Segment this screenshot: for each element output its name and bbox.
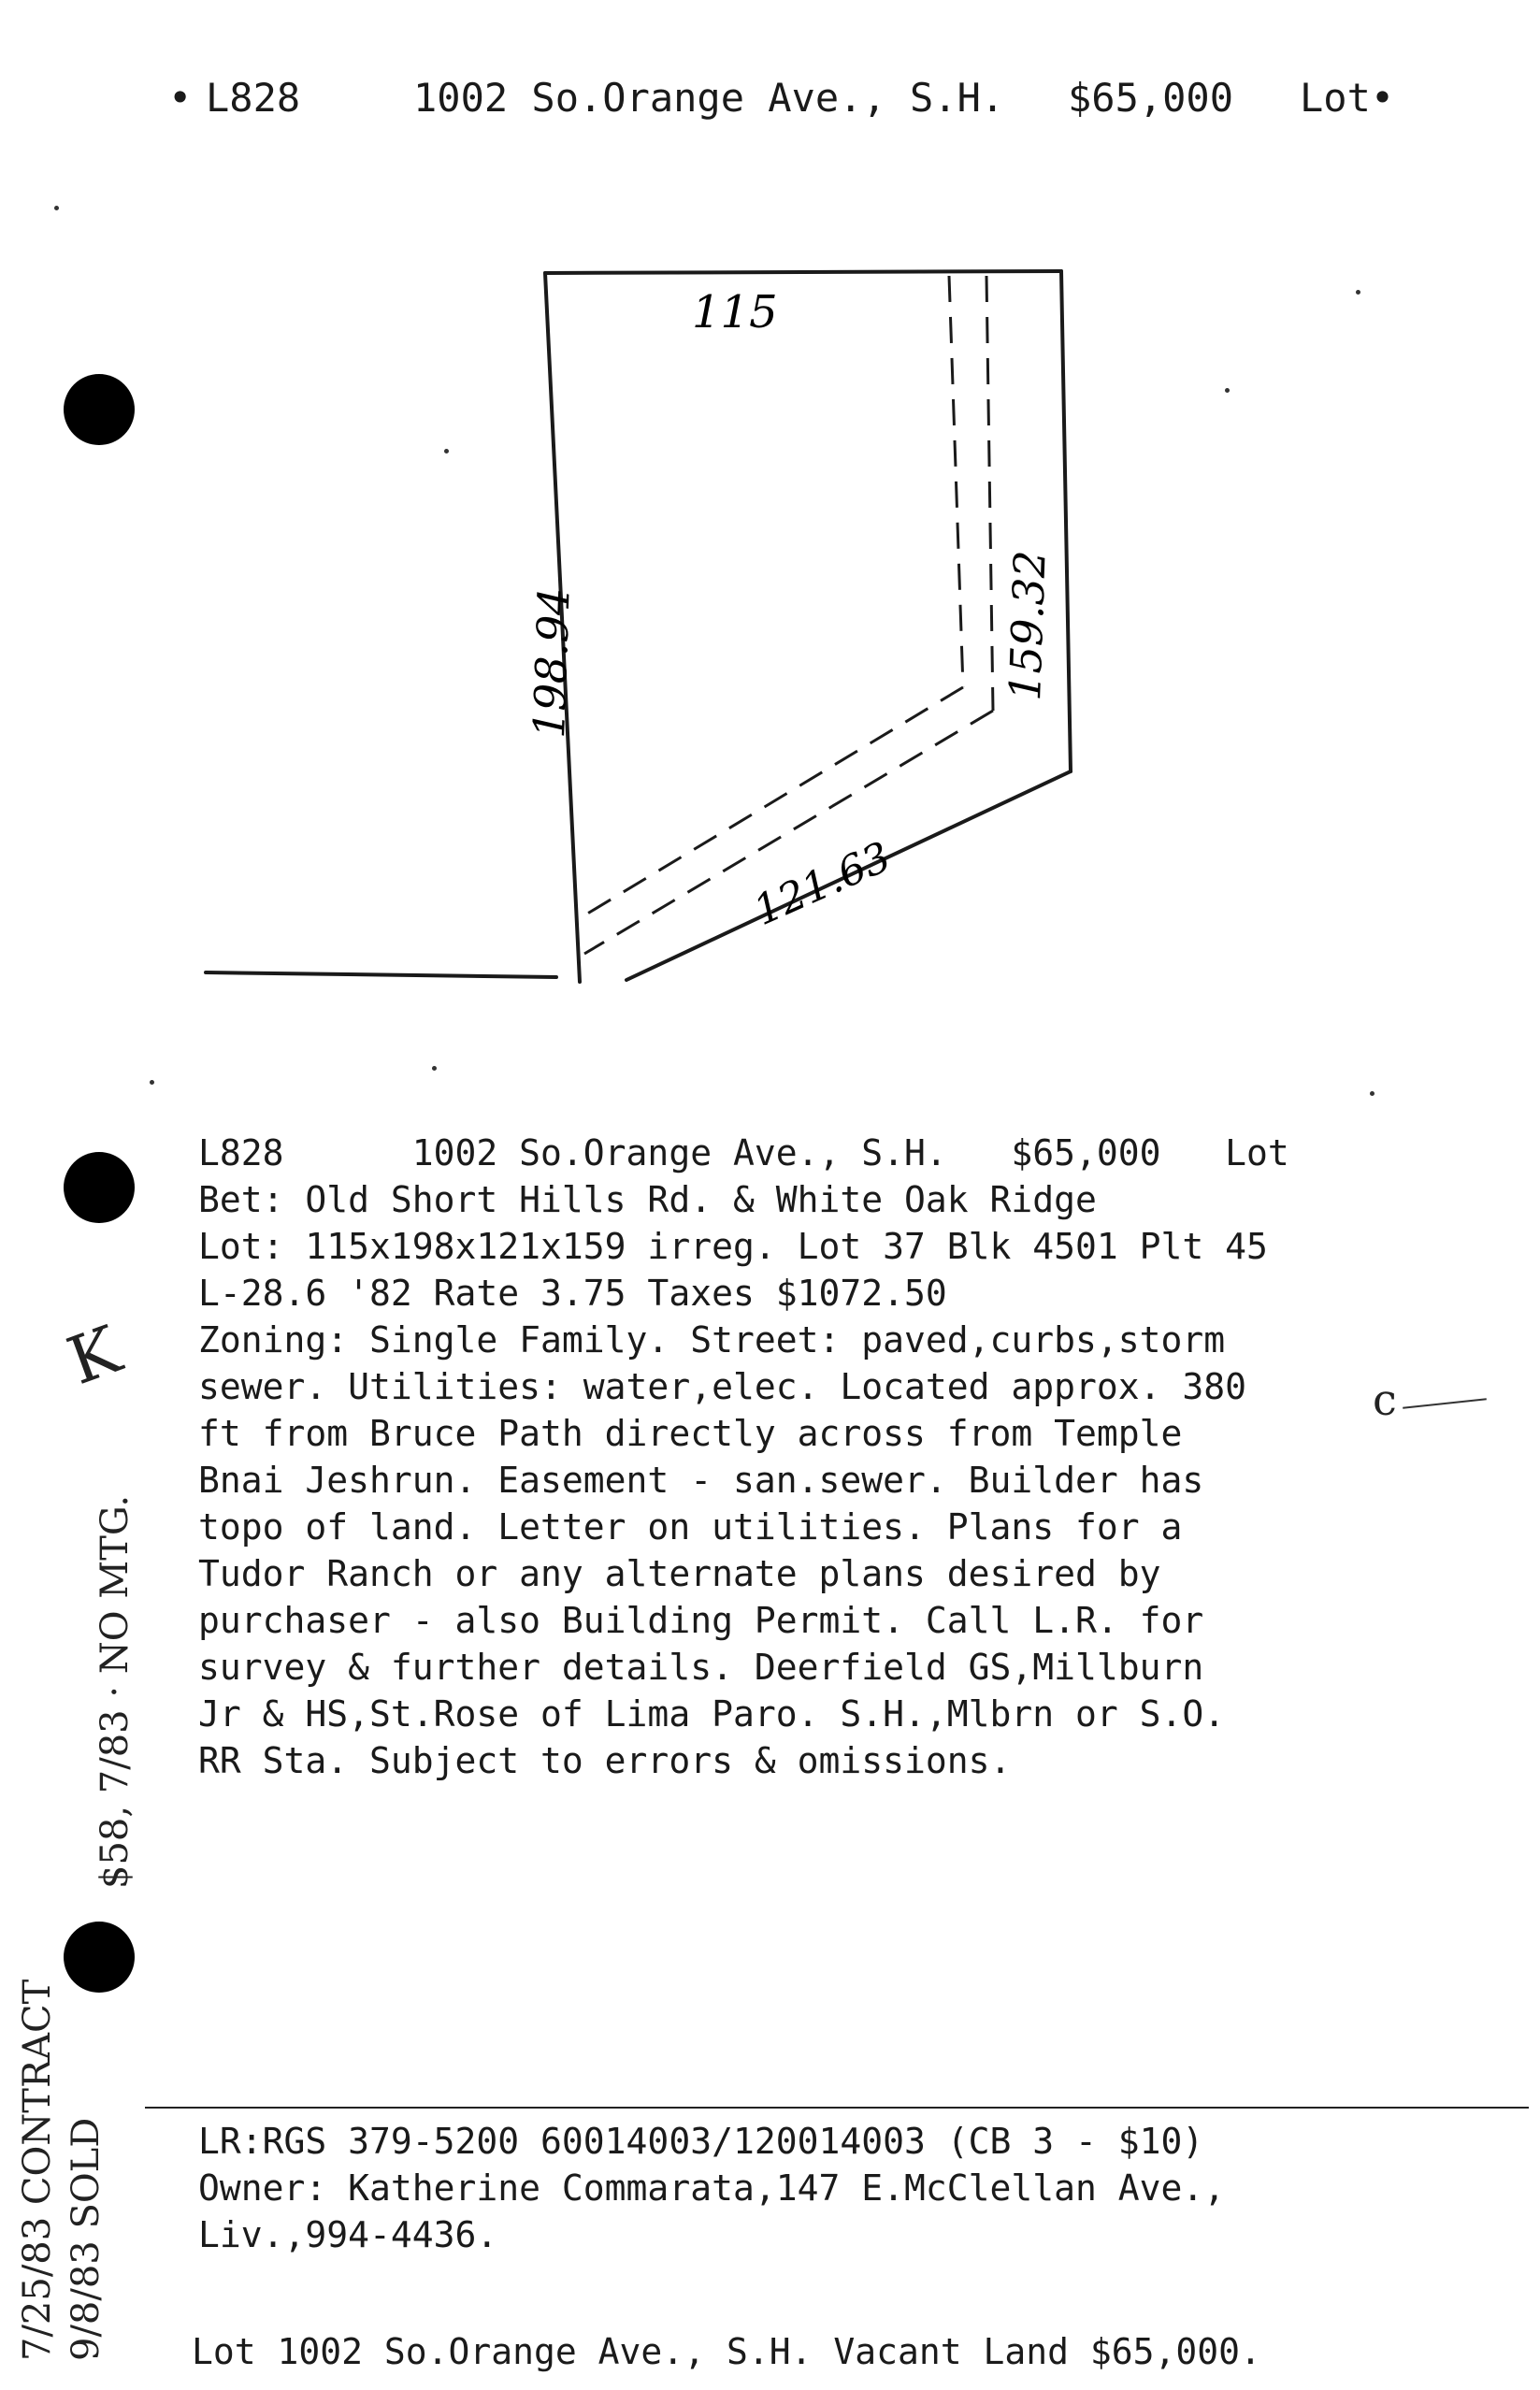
plat-bottom-dim: 121.63 (746, 832, 899, 936)
listing-line: purchaser - also Building Permit. Call L.R. for (198, 1600, 1204, 1641)
plat-left-dim: 198.94 (524, 586, 580, 740)
lot-plat-sketch (187, 252, 1122, 1001)
contract-note: 7/25/83 CONTRACT (16, 1979, 59, 2361)
listing-line: ft from Bruce Path directly across from Temple (198, 1413, 1183, 1454)
sold-note: 9/8/83 SOLD (65, 2117, 108, 2361)
listing-line: Tudor Ranch or any alternate plans desired by (198, 1553, 1161, 1594)
listing-line: sewer. Utilities: water,elec. Located approx. 380 (198, 1366, 1247, 1407)
handwritten-side-mark: c (1373, 1375, 1397, 1425)
listing-line: Zoning: Single Family. Street: paved,curbs,storm (198, 1319, 1226, 1361)
listing-line: RR Sta. Subject to errors & omissions. (198, 1740, 1012, 1781)
handwritten-check-mark: K (58, 1311, 131, 1401)
speck (1370, 1091, 1374, 1096)
speck (1225, 388, 1230, 393)
listing-line: Jr & HS,St.Rose of Lima Paro. S.H.,Mlbrn or S.O. (198, 1693, 1226, 1735)
header-address: 1002 So.Orange Ave., S.H. (413, 75, 1005, 121)
plat-right-dim: 159.32 (1000, 549, 1056, 702)
speck (1356, 290, 1360, 295)
bottom-summary: Lot 1002 So.Orange Ave., S.H. Vacant Land $65,000. (192, 2331, 1261, 2372)
listing-footer (198, 2118, 1404, 2258)
plat-street-line (206, 972, 556, 977)
listing-line: Bnai Jeshrun. Easement - san.sewer. Builder has (198, 1460, 1204, 1501)
listing-line: Bet: Old Short Hills Rd. & White Oak Ridge (198, 1179, 1097, 1220)
header-price: $65,000 (1068, 75, 1234, 121)
punch-hole (64, 374, 135, 445)
margin-note-sale-price: $58, 7/83 · NO MTG. (94, 1494, 137, 1889)
plat-svg (187, 252, 1122, 1001)
handwritten-side-stroke (1403, 1398, 1487, 1408)
listing-line: L-28.6 '82 Rate 3.75 Taxes $1072.50 (198, 1273, 947, 1314)
listing-description (198, 1130, 1404, 1784)
footer-line: LR:RGS 379-5200 60014003/120014003 (CB 3 - $10) (198, 2121, 1204, 2162)
header-bullet: • (168, 75, 193, 121)
speck (432, 1066, 437, 1071)
plat-right-boundary (1061, 271, 1071, 771)
plat-sewer-easement (580, 276, 993, 954)
section-divider (145, 2107, 1529, 2109)
plat-top-dim: 115 (692, 286, 778, 338)
punch-hole (64, 1152, 135, 1223)
speck (54, 206, 59, 210)
listing-line: L828 1002 So.Orange Ave., S.H. $65,000 Lot (198, 1132, 1289, 1173)
listing-line: Lot: 115x198x121x159 irreg. Lot 37 Blk 4501 Plt 45 (198, 1226, 1268, 1267)
plat-top-boundary (545, 271, 1061, 273)
footer-line: Liv.,994-4436. (198, 2214, 498, 2255)
listing-header (168, 75, 1395, 131)
listing-line: topo of land. Letter on utilities. Plans for a (198, 1506, 1183, 1548)
contract-sold-notes (13, 1980, 110, 2361)
header-type: Lot• (1300, 75, 1395, 121)
speck (150, 1080, 154, 1085)
footer-line: Owner: Katherine Commarata,147 E.McClellan Ave., (198, 2167, 1226, 2209)
listing-line: survey & further details. Deerfield GS,Millburn (198, 1647, 1204, 1688)
header-listing-id: L828 (206, 75, 301, 121)
